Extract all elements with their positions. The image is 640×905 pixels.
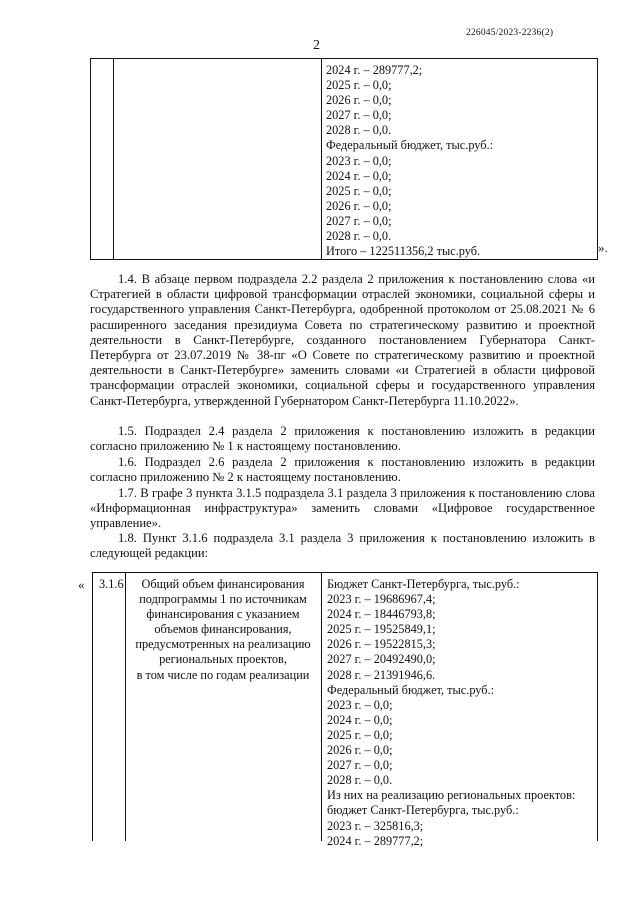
text-line: в том числе по годам реализации: [136, 667, 310, 682]
text-line: 2027 г. – 0,0;: [326, 213, 392, 228]
text-line: 2028 г. – 21391946,6.: [327, 667, 436, 682]
item-values: [327, 577, 575, 849]
table-column-divider: [125, 573, 126, 841]
table-column-divider: [321, 573, 322, 841]
paragraph-1-7: 1.7. В графе 3 пункта 3.1.5 подраздела 3.1 раздела 3 приложения к постановлению слова «Информационная инфраструктура» заменить словами «Цифровое государственное управление».: [90, 486, 595, 531]
text-line: 2026 г. – 0,0;: [327, 743, 393, 758]
paragraph-1-5: 1.5. Подраздел 2.4 раздела 2 приложения к постановлению изложить в редакции согласно приложению № 1 к настоящему постановлению.: [90, 424, 595, 454]
text-line: 2025 г. – 19525849,1;: [327, 622, 436, 637]
item-number: 3.1.6: [99, 577, 124, 591]
text-line: 2024 г. – 0,0;: [327, 712, 393, 727]
continuation-values: [326, 63, 493, 259]
text-line: 2024 г. – 289777,2;: [326, 63, 423, 77]
text-line: 2026 г. – 19522815,3;: [327, 637, 436, 652]
text-line: 2026 г. – 0,0;: [326, 198, 392, 213]
text-line: 2024 г. – 0,0;: [326, 168, 392, 183]
text-line: Из них на реализацию региональных проектов:: [327, 788, 576, 803]
text-line: 2023 г. – 0,0;: [327, 697, 393, 712]
paragraph-1-6: 1.6. Подраздел 2.6 раздела 2 приложения к постановлению изложить в редакции согласно приложению № 2 к настоящему постановлению.: [90, 455, 595, 485]
text-line: 2028 г. – 0,0.: [326, 229, 392, 244]
text-line: 2024 г. – 289777,2;: [327, 833, 424, 848]
table-column-divider: [113, 59, 114, 259]
text-line: Бюджет Санкт-Петербурга, тыс.руб.:: [327, 577, 520, 591]
text-line: объемов финансирования,: [154, 622, 292, 637]
text-line: 2025 г. – 0,0;: [326, 78, 392, 93]
registration-number: 226045/2023-2236(2): [466, 28, 554, 38]
text-line: 2027 г. – 20492490,0;: [327, 652, 436, 667]
text-line: Общий объем финансирования: [141, 577, 305, 591]
text-line: региональных проектов,: [159, 652, 287, 667]
text-line: предусмотренных на реализацию: [135, 637, 311, 652]
text-line: Федеральный бюджет, тыс.руб.:: [326, 138, 494, 153]
text-line: 2023 г. – 325816,3;: [327, 818, 424, 833]
page-number: 2: [313, 38, 320, 53]
text-line: 2024 г. – 18446793,8;: [327, 607, 436, 622]
continuation-table: [90, 58, 598, 260]
opening-quote: «: [78, 577, 85, 592]
item-description: [131, 577, 315, 683]
text-line: 2026 г. – 0,0;: [326, 93, 392, 108]
text-line: 2028 г. – 0,0.: [326, 123, 392, 138]
text-line: Федеральный бюджет, тыс.руб.:: [327, 682, 495, 697]
text-line: 2025 г. – 0,0;: [326, 183, 392, 198]
text-line: финансирования с указанием: [146, 607, 300, 622]
closing-quote: ».: [598, 240, 608, 255]
text-line: 2025 г. – 0,0;: [327, 727, 393, 742]
text-line: 2028 г. – 0,0.: [327, 773, 393, 788]
text-line: 2027 г. – 0,0;: [327, 758, 393, 773]
paragraph-1-8: 1.8. Пункт 3.1.6 подраздела 3.1 раздела 3 приложения к постановлению изложить в следующей редакции:: [90, 531, 595, 561]
text-line: Итого – 122511356,2 тыс.руб.: [326, 244, 481, 259]
text-line: подпрограммы 1 по источникам: [139, 592, 307, 607]
table-column-divider: [321, 59, 322, 259]
text-line: 2023 г. – 19686967,4;: [327, 592, 436, 607]
paragraph-1-4: 1.4. В абзаце первом подраздела 2.2 раздела 2 приложения к постановлению слова «и Стратегией в области цифровой трансформации отраслей экономики, социальной сферы и государственного управления Санкт-Петербурга, одобренной протоколом от 25.08.2021 № 6 расширенного заседания президиума Совета по стратегическому развитию и проектной деятельности в Санкт-Петербурге, созданного постановлением Губернатора Санкт-Петербурга от 23.07.2019 № 38-пг «О Совете по стратегическому развитию и проектной деятельности в Санкт-Петербурге» заменить словами «и Стратегией в области цифровой трансформации отраслей экономики, социальной сферы и государственного управления Санкт-Петербурга, утвержденной Губернатором Санкт-Петербурга 11.10.2022».: [90, 272, 595, 408]
text-line: 2027 г. – 0,0;: [326, 108, 392, 123]
text-line: бюджет Санкт-Петербурга, тыс.руб.:: [327, 803, 519, 818]
item-3-1-6-table: [92, 572, 598, 848]
text-line: 2023 г. – 0,0;: [326, 153, 392, 168]
